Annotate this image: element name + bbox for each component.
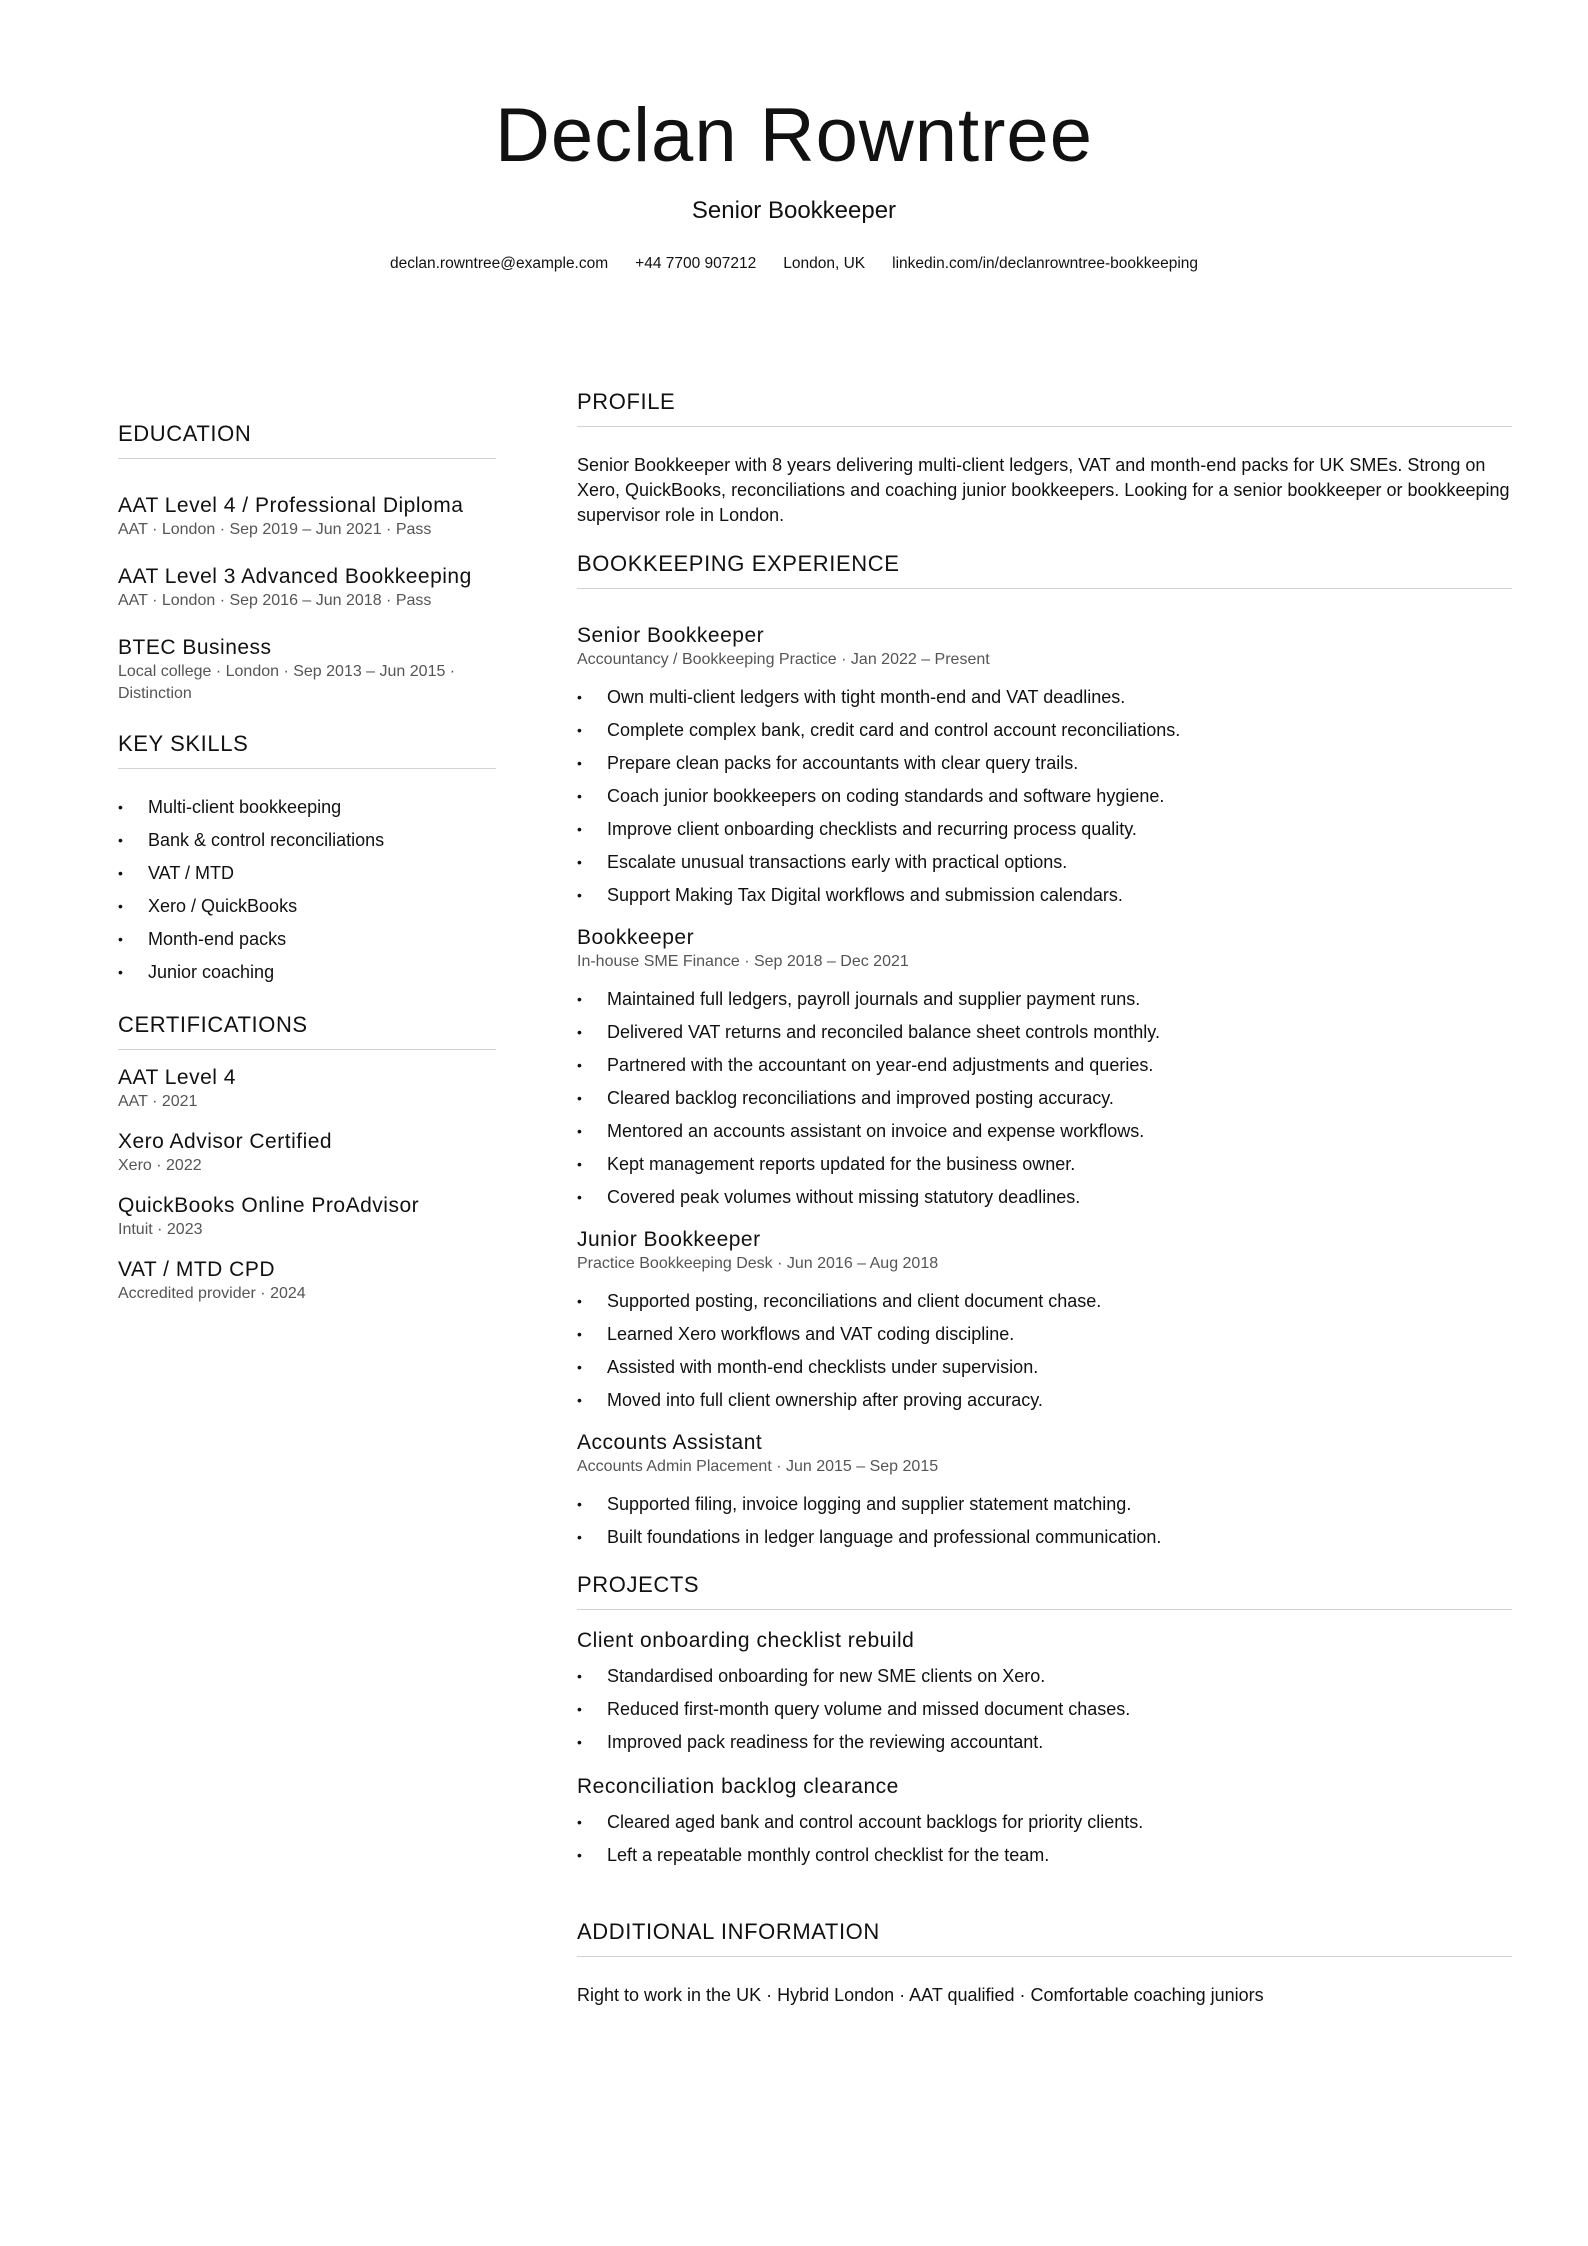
education-title: AAT Level 4 / Professional Diploma — [118, 494, 464, 517]
section-heading-projects: PROJECTS — [577, 1571, 1512, 1610]
section-heading-profile: PROFILE — [577, 388, 1512, 427]
education-item — [118, 635, 496, 705]
certification-item — [118, 1129, 496, 1177]
project-entry — [577, 1774, 1512, 1872]
list-item: • Partnered with the accountant on year-end adjustments and queries. — [577, 1049, 1512, 1082]
list-item: • Kept management reports updated for the business owner. — [577, 1148, 1512, 1181]
project-entry — [577, 1628, 1512, 1759]
certification-detail: Xero · 2022 — [118, 1157, 202, 1174]
job-title: Bookkeeper — [577, 926, 695, 949]
certification-title: QuickBooks Online ProAdvisor — [118, 1194, 420, 1217]
skill-item: • VAT / MTD — [118, 857, 496, 890]
certification-detail: AAT · 2021 — [118, 1093, 198, 1110]
job-title: Senior Bookkeeper — [577, 624, 765, 647]
skill-item: • Junior coaching — [118, 956, 496, 989]
certification-item — [118, 1193, 496, 1241]
job-detail: Accounts Admin Placement · Jun 2015 – Sep 2015 — [577, 1458, 939, 1475]
list-item: • Escalate unusual transactions early with practical options. — [577, 846, 1512, 879]
project-title: Reconciliation backlog clearance — [577, 1775, 899, 1798]
left-column — [118, 420, 496, 1305]
education-detail: AAT · London · Sep 2016 – Jun 2018 · Pass — [118, 592, 432, 609]
list-item: • Supported filing, invoice logging and supplier statement matching. — [577, 1488, 1512, 1521]
list-item: • Learned Xero workflows and VAT coding discipline. — [577, 1318, 1512, 1351]
job-bullets — [577, 1488, 1512, 1554]
candidate-title: Senior Bookkeeper — [691, 197, 897, 224]
education-item — [118, 564, 496, 612]
education-title: AAT Level 3 Advanced Bookkeeping — [118, 565, 472, 588]
project-bullets — [577, 1660, 1512, 1759]
list-item: • Maintained full ledgers, payroll journals and supplier payment runs. — [577, 983, 1512, 1016]
list-item: • Built foundations in ledger language and professional communication. — [577, 1521, 1512, 1554]
contact-line — [0, 253, 1588, 275]
list-item: • Left a repeatable monthly control checklist for the team. — [577, 1839, 1512, 1872]
additional-text: Right to work in the UK · Hybrid London · AAT qualified · Comfortable coaching juniors — [577, 1985, 1264, 2005]
list-item: • Cleared aged bank and control account backlogs for priority clients. — [577, 1806, 1512, 1839]
education-detail: AAT · London · Sep 2019 – Jun 2021 · Pass — [118, 521, 432, 538]
skill-item: • Multi-client bookkeeping — [118, 791, 496, 824]
right-column — [577, 388, 1512, 2008]
section-heading-certifications: CERTIFICATIONS — [118, 1011, 496, 1050]
list-item: • Standardised onboarding for new SME clients on Xero. — [577, 1660, 1512, 1693]
certification-item — [118, 1257, 496, 1305]
skill-item: • Xero / QuickBooks — [118, 890, 496, 923]
certification-title: VAT / MTD CPD — [118, 1258, 276, 1281]
certification-title: AAT Level 4 — [118, 1066, 236, 1089]
skill-item: • Bank & control reconciliations — [118, 824, 496, 857]
education-detail: Local college · London · Sep 2013 – Jun 2015 · Distinction — [118, 663, 456, 702]
list-item: • Improve client onboarding checklists and recurring process quality. — [577, 813, 1512, 846]
education-title: BTEC Business — [118, 636, 272, 659]
section-heading-experience: BOOKKEEPING EXPERIENCE — [577, 550, 1512, 589]
list-item: • Delivered VAT returns and reconciled balance sheet controls monthly. — [577, 1016, 1512, 1049]
contact-phone: +44 7700 907212 — [635, 255, 757, 272]
job-entry — [577, 1227, 1512, 1417]
profile-section — [577, 388, 1512, 528]
skills-list — [118, 791, 496, 989]
list-item: • Prepare clean packs for accountants with clear query trails. — [577, 747, 1512, 780]
job-detail: In-house SME Finance · Sep 2018 – Dec 2021 — [577, 953, 909, 970]
project-bullets — [577, 1806, 1512, 1872]
job-detail: Accountancy / Bookkeeping Practice · Jan 2022 – Present — [577, 651, 990, 668]
section-heading-education: EDUCATION — [118, 420, 496, 459]
list-item: • Mentored an accounts assistant on invoice and expense workflows. — [577, 1115, 1512, 1148]
skills-section — [118, 730, 496, 989]
list-item: • Moved into full client ownership after proving accuracy. — [577, 1384, 1512, 1417]
list-item: • Complete complex bank, credit card and control account reconciliations. — [577, 714, 1512, 747]
additional-section — [577, 1918, 1512, 2008]
job-entry — [577, 1430, 1512, 1554]
contact-linkedin: linkedin.com/in/declanrowntree-bookkeeping — [892, 255, 1199, 272]
list-item: • Supported posting, reconciliations and client document chase. — [577, 1285, 1512, 1318]
certification-item — [118, 1065, 496, 1113]
certifications-section — [118, 1011, 496, 1305]
projects-section — [577, 1571, 1512, 1872]
candidate-name: Declan Rowntree — [495, 93, 1093, 178]
job-entry — [577, 925, 1512, 1214]
list-item: • Support Making Tax Digital workflows and submission calendars. — [577, 879, 1512, 912]
certification-title: Xero Advisor Certified — [118, 1130, 333, 1153]
section-heading-skills: KEY SKILLS — [118, 730, 496, 769]
section-heading-additional: ADDITIONAL INFORMATION — [577, 1918, 1512, 1957]
experience-section — [577, 550, 1512, 1554]
job-entry — [577, 623, 1512, 912]
list-item: • Reduced first-month query volume and missed document chases. — [577, 1693, 1512, 1726]
job-title: Accounts Assistant — [577, 1431, 763, 1454]
list-item: • Covered peak volumes without missing statutory deadlines. — [577, 1181, 1512, 1214]
list-item: • Cleared backlog reconciliations and improved posting accuracy. — [577, 1082, 1512, 1115]
education-item — [118, 493, 496, 541]
certification-detail: Intuit · 2023 — [118, 1221, 203, 1238]
job-bullets — [577, 681, 1512, 912]
list-item: • Coach junior bookkeepers on coding standards and software hygiene. — [577, 780, 1512, 813]
job-bullets — [577, 1285, 1512, 1417]
project-title: Client onboarding checklist rebuild — [577, 1629, 915, 1652]
certification-detail: Accredited provider · 2024 — [118, 1285, 306, 1302]
profile-summary: Senior Bookkeeper with 8 years delivering multi-client ledgers, VAT and month-end packs for UK SMEs. Strong on Xero, QuickBooks, reconciliations and coaching junior bookkeepers. Looking for a senior bookkeeper or bookkeeping supervisor role in London. — [577, 455, 1510, 525]
job-title: Junior Bookkeeper — [577, 1228, 761, 1251]
list-item: • Improved pack readiness for the reviewing accountant. — [577, 1726, 1512, 1759]
education-section — [118, 420, 496, 705]
skill-item: • Month-end packs — [118, 923, 496, 956]
list-item: • Assisted with month-end checklists under supervision. — [577, 1351, 1512, 1384]
contact-email: declan.rowntree@example.com — [389, 255, 609, 272]
contact-location: London, UK — [783, 255, 866, 272]
list-item: • Own multi-client ledgers with tight month-end and VAT deadlines. — [577, 681, 1512, 714]
job-bullets — [577, 983, 1512, 1214]
job-detail: Practice Bookkeeping Desk · Jun 2016 – Aug 2018 — [577, 1255, 939, 1272]
